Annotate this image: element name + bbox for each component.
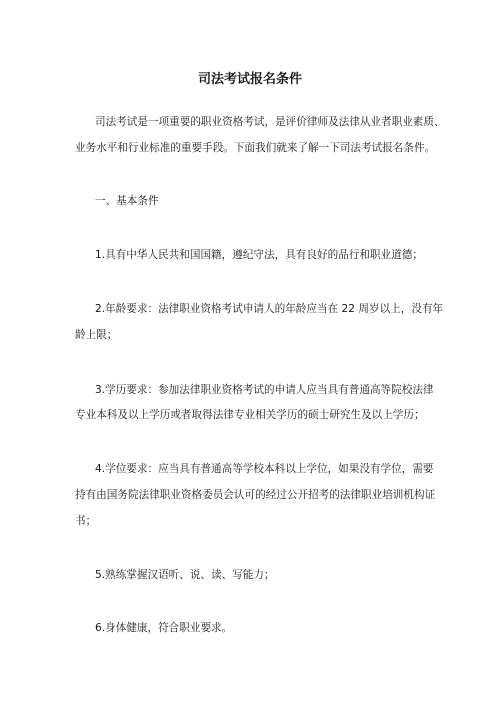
condition-4-line-1: 4.学位要求：应当具有普通高等学校本科以上学位，如果没有学位，需要 <box>95 463 434 475</box>
section-heading: 一、基本条件 <box>95 195 159 207</box>
condition-5: 5.熟练掌握汉语听、说、读、写能力； <box>95 569 275 581</box>
condition-4-line-2: 持有由国务院法律职业资格委员会认可的经过公开招考的法律职业培训机构证 <box>75 489 436 501</box>
document-title: 司法考试报名条件 <box>197 72 302 87</box>
condition-6: 6.身体健康，符合职业要求。 <box>95 622 233 634</box>
condition-2-line-2: 龄上限； <box>75 329 118 341</box>
intro-line-1: 司法考试是一项重要的职业资格考试，是评价律师及法律从业者职业素质、 <box>95 116 445 128</box>
intro-line-2: 业务水平和行业标准的重要手段。下面我们就来了解一下司法考试报名条件。 <box>75 142 436 154</box>
condition-3-line-1: 3.学历要求：参加法律职业资格考试的申请人应当具有普通高等院校法律 <box>95 384 434 396</box>
condition-4-line-3: 书； <box>75 515 97 527</box>
condition-3-line-2: 专业本科及以上学历或者取得法律专业相关学历的硕士研究生及以上学历； <box>75 409 425 421</box>
condition-1: 1.具有中华人民共和国国籍，遵纪守法，具有良好的品行和职业道德； <box>95 249 423 261</box>
condition-2-line-1: 2.年龄要求：法律职业资格考试申请人的年龄应当在 22 周岁以上，没有年 <box>95 303 444 315</box>
